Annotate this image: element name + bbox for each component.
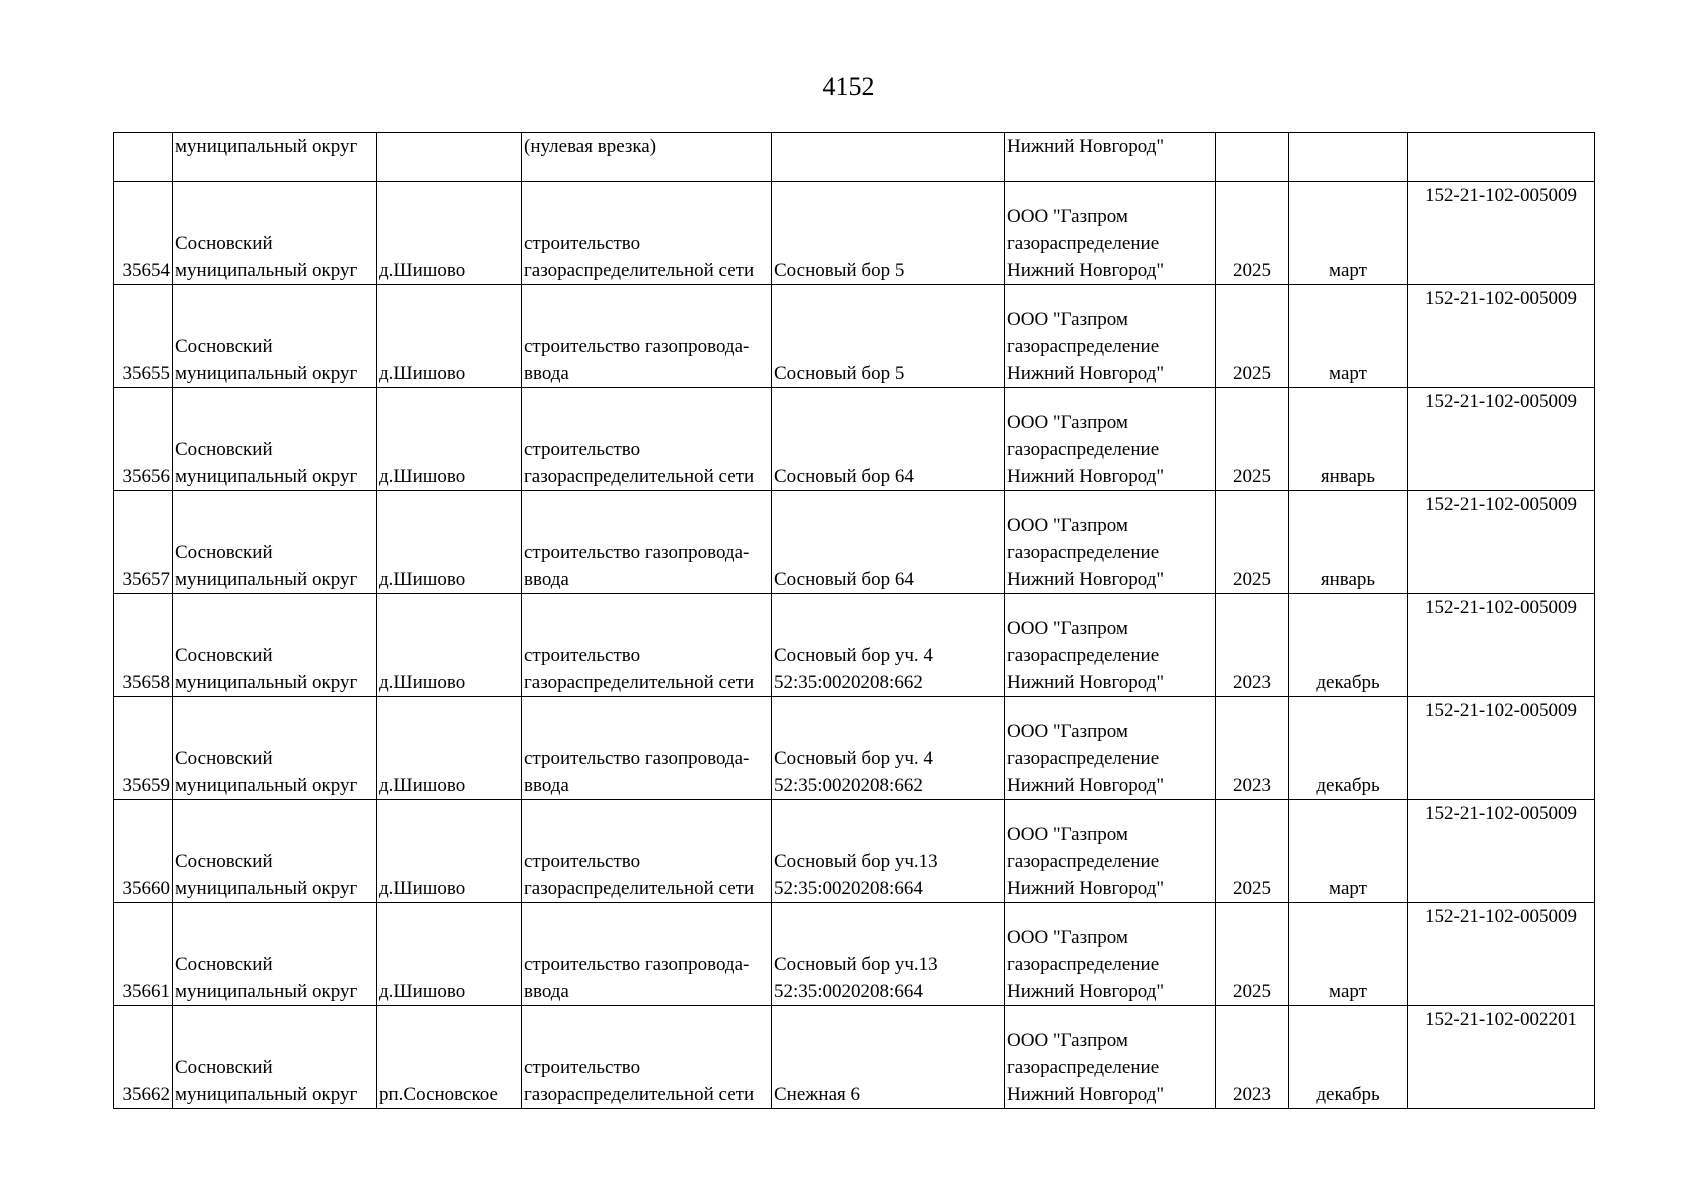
cell-district (173, 697, 377, 800)
cell-organization (1005, 594, 1216, 697)
work-line: строительство газопровода- (524, 954, 750, 975)
cell-organization (1005, 697, 1216, 800)
org-line: ООО "Газпром (1007, 927, 1128, 948)
district-name: Сосновский (175, 748, 273, 769)
district-name: Сосновский (175, 336, 273, 357)
district-type: муниципальный округ (175, 775, 358, 796)
cell-address (772, 1006, 1005, 1109)
address-line: Сосновый бор уч. 4 (774, 748, 933, 769)
cell-month: март (1289, 800, 1408, 903)
cell-month: декабрь (1289, 697, 1408, 800)
work-line: газораспределительной сети (524, 672, 755, 693)
org-line: Нижний Новгород" (1007, 775, 1165, 796)
org-line: газораспределение (1007, 1057, 1160, 1078)
cell-code: 152-21-102-005009 (1408, 388, 1595, 491)
org-line: газораспределение (1007, 336, 1160, 357)
cell-work-type (522, 491, 772, 594)
district-name: Сосновский (175, 233, 273, 254)
cell-number: 35654 (114, 182, 173, 285)
cell-place: д.Шишово (377, 697, 522, 800)
cell-month: март (1289, 903, 1408, 1006)
cell-number: 35658 (114, 594, 173, 697)
cell-district (173, 594, 377, 697)
org-line: газораспределение (1007, 748, 1160, 769)
cell-organization (1005, 491, 1216, 594)
cell-place: д.Шишово (377, 285, 522, 388)
district-name: Сосновский (175, 542, 273, 563)
work-line: ввода (524, 363, 569, 384)
cell-code: 152-21-102-005009 (1408, 182, 1595, 285)
district-type: муниципальный округ (175, 363, 358, 384)
district-name: Сосновский (175, 1057, 273, 1078)
work-line: ввода (524, 981, 569, 1002)
cell-year: 2025 (1216, 388, 1289, 491)
cell-number: 35656 (114, 388, 173, 491)
cell-work-type (522, 594, 772, 697)
work-line: строительство (524, 851, 641, 872)
cell-work-type (522, 182, 772, 285)
org-line: Нижний Новгород" (1007, 569, 1165, 590)
district-type: муниципальный округ (175, 466, 358, 487)
cell-address (772, 594, 1005, 697)
work-line: строительство (524, 1057, 641, 1078)
cell-work-type: (нулевая врезка) (522, 133, 772, 182)
district-type: муниципальный округ (175, 569, 358, 590)
org-line: Нижний Новгород" (1007, 466, 1165, 487)
cell-address (772, 133, 1005, 182)
cell-address (772, 800, 1005, 903)
work-line: ввода (524, 569, 569, 590)
cell-number: 35655 (114, 285, 173, 388)
work-line: строительство газопровода- (524, 542, 750, 563)
address-line: Сосновый бор 64 (774, 569, 914, 590)
cadastral-number: 52:35:0020208:664 (774, 981, 923, 1002)
address-line: Снежная 6 (774, 1084, 860, 1105)
table-row (114, 491, 1595, 594)
org-line: ООО "Газпром (1007, 1030, 1128, 1051)
cell-organization (1005, 800, 1216, 903)
table-row (114, 594, 1595, 697)
cell-code: 152-21-102-005009 (1408, 594, 1595, 697)
cell-organization (1005, 1006, 1216, 1109)
continuation-row (114, 133, 1595, 182)
org-line: Нижний Новгород" (1007, 363, 1165, 384)
cell-code: 152-21-102-005009 (1408, 285, 1595, 388)
address-line: Сосновый бор уч.13 (774, 851, 938, 872)
cell-place: рп.Сосновское (377, 1006, 522, 1109)
cell-number: 35660 (114, 800, 173, 903)
cell-year: 2025 (1216, 800, 1289, 903)
district-type: муниципальный округ (175, 260, 358, 281)
cell-year: 2025 (1216, 182, 1289, 285)
cell-district (173, 800, 377, 903)
table-row (114, 903, 1595, 1006)
cell-code: 152-21-102-002201 (1408, 1006, 1595, 1109)
table-row (114, 697, 1595, 800)
cell-work-type (522, 1006, 772, 1109)
cell-work-type (522, 903, 772, 1006)
org-line: газораспределение (1007, 851, 1160, 872)
district-name: Сосновский (175, 439, 273, 460)
cell-district: муниципальный округ (173, 133, 377, 182)
work-line: строительство (524, 233, 641, 254)
work-line: газораспределительной сети (524, 1084, 755, 1105)
page-number: 4152 (822, 72, 875, 101)
cell-month: январь (1289, 491, 1408, 594)
registry-body (114, 133, 1595, 1109)
cell-year (1216, 133, 1289, 182)
cell-place: д.Шишово (377, 388, 522, 491)
cell-year: 2023 (1216, 594, 1289, 697)
cell-code: 152-21-102-005009 (1408, 903, 1595, 1006)
org-line: газораспределение (1007, 233, 1160, 254)
district-name: Сосновский (175, 954, 273, 975)
cell-district (173, 1006, 377, 1109)
work-line: газораспределительной сети (524, 466, 755, 487)
cell-month: март (1289, 182, 1408, 285)
work-line: газораспределительной сети (524, 260, 755, 281)
cell-code: 152-21-102-005009 (1408, 491, 1595, 594)
cadastral-number: 52:35:0020208:664 (774, 878, 923, 899)
cell-place: д.Шишово (377, 800, 522, 903)
district-type: муниципальный округ (175, 1084, 358, 1105)
cell-month: март (1289, 285, 1408, 388)
cell-address (772, 182, 1005, 285)
cell-work-type (522, 388, 772, 491)
cell-month: декабрь (1289, 1006, 1408, 1109)
cell-address (772, 388, 1005, 491)
cell-year: 2025 (1216, 285, 1289, 388)
work-line: ввода (524, 775, 569, 796)
cell-place: д.Шишово (377, 594, 522, 697)
address-line: Сосновый бор 5 (774, 260, 905, 281)
cell-year: 2025 (1216, 491, 1289, 594)
cell-address (772, 697, 1005, 800)
cell-district (173, 182, 377, 285)
cell-work-type (522, 285, 772, 388)
work-line: строительство (524, 645, 641, 666)
cell-code: 152-21-102-005009 (1408, 697, 1595, 800)
cell-address (772, 491, 1005, 594)
org-line: ООО "Газпром (1007, 412, 1128, 433)
cell-work-type (522, 697, 772, 800)
table-row (114, 800, 1595, 903)
cell-organization (1005, 182, 1216, 285)
org-line: газораспределение (1007, 645, 1160, 666)
org-line: ООО "Газпром (1007, 618, 1128, 639)
org-line: Нижний Новгород" (1007, 260, 1165, 281)
work-line: строительство (524, 439, 641, 460)
district-name: Сосновский (175, 645, 273, 666)
work-line: строительство газопровода- (524, 336, 750, 357)
org-line: газораспределение (1007, 439, 1160, 460)
table-row (114, 285, 1595, 388)
org-line: Нижний Новгород" (1007, 1084, 1165, 1105)
cell-number: 35661 (114, 903, 173, 1006)
org-line: Нижний Новгород" (1007, 672, 1165, 693)
work-line: газораспределительной сети (524, 878, 755, 899)
address-line: Сосновый бор уч. 4 (774, 645, 933, 666)
org-line: ООО "Газпром (1007, 721, 1128, 742)
cell-month: декабрь (1289, 594, 1408, 697)
cell-work-type (522, 800, 772, 903)
address-line: Сосновый бор 5 (774, 363, 905, 384)
table-row (114, 182, 1595, 285)
cell-number (114, 133, 173, 182)
table-row (114, 388, 1595, 491)
cell-district (173, 285, 377, 388)
cell-code (1408, 133, 1595, 182)
cell-code: 152-21-102-005009 (1408, 800, 1595, 903)
cell-number: 35662 (114, 1006, 173, 1109)
district-type: муниципальный округ (175, 981, 358, 1002)
cell-address (772, 903, 1005, 1006)
district-name: Сосновский (175, 851, 273, 872)
cell-organization (1005, 388, 1216, 491)
cell-organization: Нижний Новгород" (1005, 133, 1216, 182)
gasification-registry-table (113, 132, 1595, 1109)
cell-place (377, 133, 522, 182)
work-line: строительство газопровода- (524, 748, 750, 769)
cell-month: январь (1289, 388, 1408, 491)
org-line: Нижний Новгород" (1007, 878, 1165, 899)
address-line: Сосновый бор 64 (774, 466, 914, 487)
org-line: газораспределение (1007, 542, 1160, 563)
cell-year: 2023 (1216, 697, 1289, 800)
address-line: Сосновый бор уч.13 (774, 954, 938, 975)
cell-year: 2023 (1216, 1006, 1289, 1109)
org-line: газораспределение (1007, 954, 1160, 975)
cadastral-number: 52:35:0020208:662 (774, 672, 923, 693)
cell-organization (1005, 285, 1216, 388)
org-line: ООО "Газпром (1007, 824, 1128, 845)
district-type: муниципальный округ (175, 878, 358, 899)
cell-district (173, 903, 377, 1006)
cell-year: 2025 (1216, 903, 1289, 1006)
district-type: муниципальный округ (175, 672, 358, 693)
cell-number: 35657 (114, 491, 173, 594)
org-line: ООО "Газпром (1007, 515, 1128, 536)
cell-district (173, 491, 377, 594)
cell-month (1289, 133, 1408, 182)
cell-district (173, 388, 377, 491)
cell-place: д.Шишово (377, 903, 522, 1006)
table-row (114, 1006, 1595, 1109)
cadastral-number: 52:35:0020208:662 (774, 775, 923, 796)
cell-place: д.Шишово (377, 182, 522, 285)
cell-address (772, 285, 1005, 388)
org-line: Нижний Новгород" (1007, 981, 1165, 1002)
cell-number: 35659 (114, 697, 173, 800)
cell-organization (1005, 903, 1216, 1006)
cell-place: д.Шишово (377, 491, 522, 594)
org-line: ООО "Газпром (1007, 206, 1128, 227)
org-line: ООО "Газпром (1007, 309, 1128, 330)
